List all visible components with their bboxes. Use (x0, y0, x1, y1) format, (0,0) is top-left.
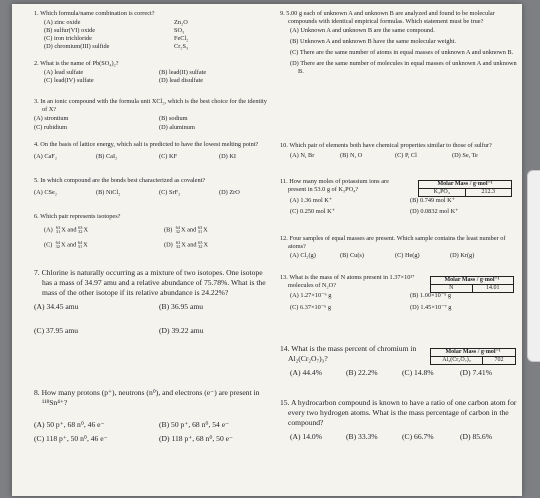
option-b-label: (B) (164, 226, 173, 234)
option-c[interactable]: (C) KF (159, 153, 178, 160)
question-11-options (280, 194, 518, 216)
option-a[interactable]: (A) zinc oxide (44, 19, 81, 26)
option-b[interactable]: (B) 0.749 mol K⁺ (410, 197, 455, 204)
option-a[interactable]: (A) CSe₂ (34, 189, 58, 196)
option-b[interactable]: (B) N, O (340, 152, 363, 159)
option-c[interactable]: (C) 0.250 mol K⁺ (290, 208, 335, 215)
molar-mass-formula: Al₂(Cr₂O₇)₃ (442, 357, 471, 363)
molar-mass-header: Molar Mass / g·mol⁻¹ (419, 181, 511, 189)
option-b[interactable]: (B) 1.00×10⁻⁵ g (410, 292, 452, 299)
question-14 (280, 344, 518, 378)
option-b[interactable]: (B) sulfur(VI) oxide (44, 27, 96, 34)
option-a[interactable]: (A) 50 p⁺, 68 n⁰, 46 e⁻ (34, 420, 105, 429)
question-15-options (280, 428, 518, 442)
option-d[interactable]: (D) KI (219, 153, 236, 160)
question-12-stem: 12. Four samples of equal masses are present. Which sample contains the least number of atoms? (280, 235, 506, 250)
question-3-stem: 3. In an ionic compound with the formula unit XCl₂, which is the best choice for the identity of X? (34, 98, 267, 113)
option-c[interactable]: (C) rubidium (34, 124, 68, 131)
question-7-stem: 7. Chlorine is naturally occurring as a mixture of two isotopes. One isotope has a mass of 34.97 amu and a relative abundance of 75.78%. What is the mass of the other isotope if its relative abundance is 24.22%? (34, 268, 266, 297)
molar-mass-value: 702 (482, 357, 515, 364)
isotope-numbers: 63 32 (78, 225, 83, 234)
option-c[interactable]: (C) There are the same number of atoms in equal masses of unknown A and unknown B. (290, 49, 514, 56)
option-c-label: (C) (44, 241, 53, 249)
option-b[interactable]: (B) 64 32X and 63 31X (164, 225, 208, 234)
isotope-numbers: 64 32 (55, 240, 60, 249)
option-d[interactable]: (D) 85.6% (460, 432, 493, 441)
option-b[interactable]: (B) Cu(s) (340, 252, 364, 259)
option-d[interactable]: (D) 118 p⁺, 68 n⁰, 50 e⁻ (159, 434, 234, 443)
question-2 (34, 60, 270, 86)
option-d[interactable]: (D) Kr(g) (450, 252, 475, 259)
question-13-stem: 13. What is the mass of N atoms present in 1.37×10¹⁷ molecules of N₂O? (280, 274, 415, 289)
option-c[interactable]: (C) 6.37×10⁻⁶ g (290, 304, 332, 311)
option-a[interactable]: (A) lead sulfate (44, 69, 84, 76)
option-a[interactable]: (A) 34.45 amu (34, 302, 79, 311)
molar-mass-value: 14.01 (472, 285, 514, 292)
option-d[interactable]: (D) 0.0832 mol K⁺ (410, 208, 459, 215)
molar-mass-formula: N (449, 285, 454, 291)
question-15-stem: 15. A hydrocarbon compound is known to have a ratio of one carbon atom for every two hydrogen atoms. What is the mass percentage of carbon in the compound? (280, 398, 517, 427)
question-9-stem: 9. 5.00 g each of unknown A and unknown B are analyzed and found to be molecular compounds with identical empirical formulas. Which statement must be true? (280, 10, 495, 25)
question-2-options (34, 68, 270, 86)
isotope-numbers: 63 31 (197, 225, 203, 234)
option-d[interactable]: (D) 1.45×10⁻⁷ g (410, 304, 452, 311)
option-a[interactable]: (A) 1.36 mol K⁺ (290, 197, 333, 204)
option-d-formula: Cr₂S₃ (174, 43, 189, 50)
question-3 (34, 98, 270, 132)
question-12 (280, 235, 518, 261)
question-7-options (34, 298, 270, 340)
option-d[interactable]: (D) aluminum (159, 124, 195, 131)
molar-mass-box (430, 348, 516, 365)
option-a[interactable]: (A) Cl₂(g) (290, 252, 316, 259)
question-13-options (280, 290, 518, 312)
question-5 (34, 177, 270, 197)
option-c[interactable]: (C) lead(IV) sulfate (44, 77, 94, 84)
option-a[interactable]: (A) 1.27×10⁻⁶ g (290, 292, 332, 299)
option-d-label: (D) (164, 241, 173, 249)
option-b[interactable]: (B) CaI₂ (96, 153, 118, 160)
element-symbol: X (180, 226, 186, 234)
question-14-options (280, 364, 518, 378)
option-a[interactable]: (A) 44.4% (290, 368, 323, 377)
option-a-label: (A) (44, 226, 53, 234)
question-6-options (34, 221, 270, 253)
question-7 (34, 268, 270, 340)
question-8 (34, 388, 270, 448)
isotope-numbers: 63 32 (175, 240, 181, 249)
option-d[interactable]: (D) Se, Te (452, 152, 478, 159)
question-8-options (34, 408, 270, 448)
option-a[interactable]: (A) CaF₂ (34, 153, 58, 160)
option-b[interactable]: (B) Unknown A and unknown B have the same molecular weight. (290, 38, 456, 45)
option-c[interactable]: (C) 66.7% (402, 432, 434, 441)
question-4-stem: 4. On the basis of lattice energy, which salt is predicted to have the lowest melting point? (34, 141, 259, 148)
option-b[interactable]: (B) lead(II) sulfate (159, 69, 207, 76)
element-symbol: X (60, 241, 66, 249)
question-11 (280, 178, 518, 216)
isotope-numbers: 64 32 (175, 225, 180, 234)
question-1-options (34, 18, 270, 52)
question-4 (34, 141, 270, 161)
question-10 (280, 142, 518, 162)
question-1 (34, 10, 270, 52)
option-a[interactable]: (A) N, Br (290, 152, 315, 159)
option-c-formula: FeCl₂ (174, 35, 189, 42)
option-d[interactable]: (D) There are the same number of molecules in equal masses of unknown A and unknown B. (290, 60, 517, 75)
option-b[interactable]: (B) 33.3% (346, 432, 378, 441)
molar-mass-formula: K₃PO₄ (433, 189, 450, 195)
option-a-formula: Zn₂O (174, 19, 188, 26)
option-d[interactable]: (D) lead disulfate (159, 77, 204, 84)
option-d[interactable]: (D) chromium(III) sulfide (44, 43, 110, 50)
scroll-edge-tab[interactable] (527, 170, 540, 362)
option-b-formula: SO₃ (174, 27, 185, 34)
question-15 (280, 398, 518, 442)
option-c[interactable]: (C) P, Cl (395, 152, 417, 159)
molar-mass-header: Molar Mass / g·mol⁻¹ (431, 349, 515, 357)
element-symbol: X (203, 241, 209, 249)
question-2-stem: 2. What is the name of Pb(SO₄)₂? (34, 60, 119, 67)
question-3-options (34, 114, 270, 132)
isotope-numbers: 64 31 (77, 240, 83, 249)
question-13 (280, 274, 518, 312)
option-c[interactable]: (C) 37.95 amu (34, 326, 79, 335)
isotope-numbers: 63 31 (55, 225, 61, 234)
question-4-options (34, 149, 270, 161)
worksheet-page (12, 4, 522, 496)
question-5-options (34, 185, 270, 197)
question-9 (280, 10, 518, 76)
question-14-stem: 14. What is the mass percent of chromium in Al₂(Cr₂O₇)₃? (280, 344, 417, 363)
option-c[interactable]: (C) He(g) (395, 252, 420, 259)
molar-mass-header: Molar Mass / g·mol⁻¹ (431, 277, 513, 285)
question-12-options (280, 251, 518, 261)
option-a[interactable]: (A) 14.0% (290, 432, 323, 441)
element-symbol: X (203, 226, 208, 234)
option-d[interactable]: (D) 39.22 amu (159, 326, 204, 335)
option-c[interactable]: (C) 118 p⁺, 50 n⁰, 46 e⁻ (34, 434, 108, 443)
option-b[interactable]: (B) 50 p⁺, 68 n⁰, 54 e⁻ (159, 420, 230, 429)
option-c[interactable]: (C) SrF₂ (159, 189, 181, 196)
question-11-stem: 11. How many moles of potassium ions are present in 53.0 g of K₃PO₄? (280, 178, 389, 193)
option-b[interactable]: (B) 36.95 amu (159, 302, 204, 311)
question-1-stem: 1. Which formula/name combination is correct? (34, 10, 155, 17)
option-d[interactable]: (D) ZrO (219, 189, 240, 196)
option-d[interactable]: (D) 63 32X and 63 32X (164, 240, 209, 249)
option-b[interactable]: (B) sodium (159, 115, 188, 122)
option-d[interactable]: (D) 7.41% (460, 368, 493, 377)
question-5-stem: 5. In which compound are the bonds best characterized as covalent? (34, 177, 206, 184)
element-symbol: X (83, 226, 89, 234)
option-a[interactable]: (A) Unknown A and unknown B are the same compound. (290, 27, 435, 34)
question-10-options (280, 150, 518, 162)
option-c[interactable]: (C) 14.8% (402, 368, 434, 377)
option-c[interactable]: (C) 64 32X and 64 31X (44, 240, 88, 249)
option-c[interactable]: (C) iron trichloride (44, 35, 92, 42)
option-a[interactable]: (A) 63 31X and 63 32X (44, 225, 89, 234)
element-symbol: X (61, 226, 66, 234)
question-6 (34, 213, 270, 253)
element-symbol: X (181, 241, 186, 249)
question-10-stem: 10. Which pair of elements both have chemical properties similar to those of sulfur? (280, 142, 492, 149)
molar-mass-value: 212.3 (465, 189, 512, 196)
question-6-stem: 6. Which pair represents isotopes? (34, 213, 121, 220)
element-symbol: X (83, 241, 88, 249)
molar-mass-row (431, 357, 515, 364)
isotope-numbers: 63 32 (198, 240, 203, 249)
question-8-stem: 8. How many protons (p⁺), neutrons (n⁰), and electrons (e⁻) are present in ¹¹⁸Sn⁴⁺? (34, 388, 260, 407)
option-a[interactable]: (A) strontium (34, 115, 69, 122)
question-9-options (280, 27, 518, 76)
option-b[interactable]: (B) 22.2% (346, 368, 378, 377)
option-b[interactable]: (B) NiCl₂ (96, 189, 121, 196)
